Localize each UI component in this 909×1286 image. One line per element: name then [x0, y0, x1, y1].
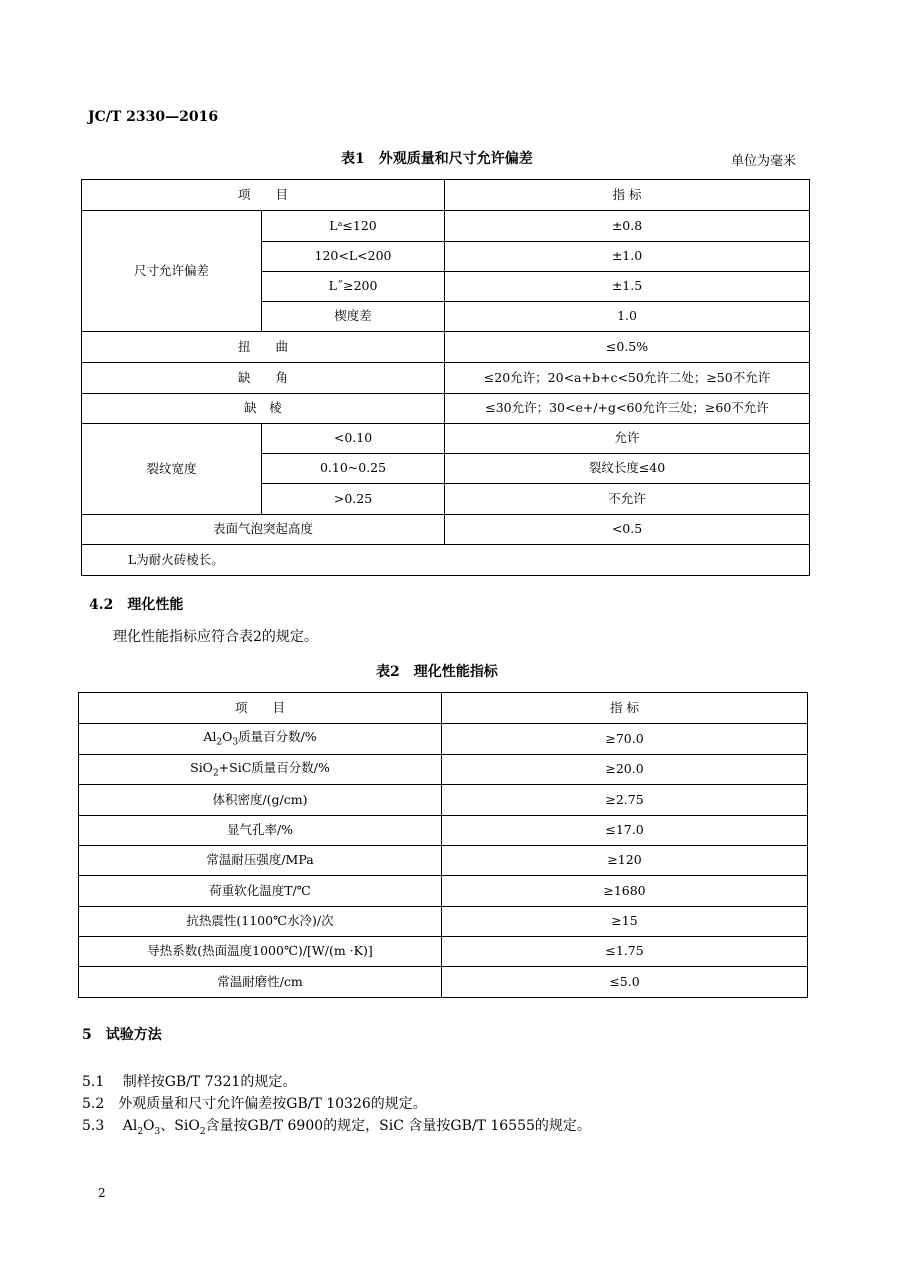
table-cell: >0.25	[262, 484, 445, 515]
standard-code: JC/T 2330—2016	[88, 109, 219, 125]
table-cell: ≤5.0	[442, 967, 808, 998]
table-cell: 扭 曲	[82, 332, 445, 363]
table-cell: 120<L<200	[262, 242, 445, 272]
table1-note: L为耐火砖棱长。	[82, 545, 810, 576]
table-cell: ±0.8	[445, 211, 810, 242]
table1-unit: 单位为毫米	[731, 154, 797, 169]
table-cell: ≥1680	[442, 876, 808, 907]
table-cell: ≥15	[442, 907, 808, 937]
table-cell: 常温耐磨性/cm	[79, 967, 442, 998]
page-number: 2	[98, 1186, 106, 1200]
table-cell: ≥70.0	[442, 724, 808, 755]
table-cell: 允许	[445, 424, 810, 454]
table-cell: 体积密度/(g/cm)	[79, 785, 442, 816]
table1-header-item: 项 目	[82, 180, 445, 211]
table-cell: ±1.5	[445, 272, 810, 302]
table-cell: 不允许	[445, 484, 810, 515]
table-cell: ≤30允许；30<e+/+g<60允许三处；≥60不允许	[445, 394, 810, 424]
table-cell: 抗热震性(1100℃水冷)/次	[79, 907, 442, 937]
table-cell: <0.5	[445, 515, 810, 545]
table-cell: $Al_2O_3$质量百分数/%	[79, 724, 442, 755]
table-cell: ≥120	[442, 846, 808, 876]
crack-group-label: 裂纹宽度	[82, 424, 262, 515]
table-cell: Lᵃ≤120	[262, 211, 445, 242]
table2	[78, 692, 808, 998]
section-4-2-text: 理化性能指标应符合表2的规定。	[113, 629, 318, 645]
table-cell: ≤0.5%	[445, 332, 810, 363]
table1-title: 表1 外观质量和尺寸允许偏差	[341, 151, 533, 167]
table-cell: 1.0	[445, 302, 810, 332]
section-5-item-1: 5.1 制样按GB/T 7321的规定。	[82, 1074, 297, 1090]
table2-header-item: 项 目	[79, 693, 442, 724]
table-cell: 常温耐压强度/MPa	[79, 846, 442, 876]
table-cell: L˝≥200	[262, 272, 445, 302]
size-group-label: 尺寸允许偏差	[82, 211, 262, 332]
table-cell: 缺 角	[82, 363, 445, 394]
table1	[81, 179, 810, 576]
table-cell: SiO$_2$+SiC质量百分数/%	[79, 755, 442, 785]
table-cell: ±1.0	[445, 242, 810, 272]
section-4-2-heading: 4.2 理化性能	[89, 597, 184, 613]
table-cell: 0.10~0.25	[262, 454, 445, 484]
table-cell: 楔度差	[262, 302, 445, 332]
table-cell: <0.10	[262, 424, 445, 454]
table-cell: 荷重软化温度T/℃	[79, 876, 442, 907]
table-cell: ≤1.75	[442, 937, 808, 967]
table-cell: ≥2.75	[442, 785, 808, 816]
table-cell: 缺 棱	[82, 394, 445, 424]
table1-header-value: 指 标	[445, 180, 810, 211]
section-5-heading: 5 试验方法	[82, 1027, 162, 1043]
table-cell: 显气孔率/%	[79, 816, 442, 846]
table2-title: 表2 理化性能指标	[376, 664, 498, 680]
table-cell: ≤20允许；20<a+b+c<50允许二处；≥50不允许	[445, 363, 810, 394]
table-cell: 导热系数(热面温度1000℃)/[W/(m ·K)]	[79, 937, 442, 967]
table-cell: 表面气泡突起高度	[82, 515, 445, 545]
table-cell: ≤17.0	[442, 816, 808, 846]
section-5-item-3: 5.3 $Al_2O_3$、SiO$_2$含量按GB/T 6900的规定，SiC 含量按GB/T 16555的规定。	[82, 1118, 591, 1137]
table-cell: ≥20.0	[442, 755, 808, 785]
table-cell: 裂纹长度≤40	[445, 454, 810, 484]
table2-header-value: 指 标	[442, 693, 808, 724]
section-5-item-2: 5.2 外观质量和尺寸允许偏差按GB/T 10326的规定。	[82, 1096, 427, 1112]
